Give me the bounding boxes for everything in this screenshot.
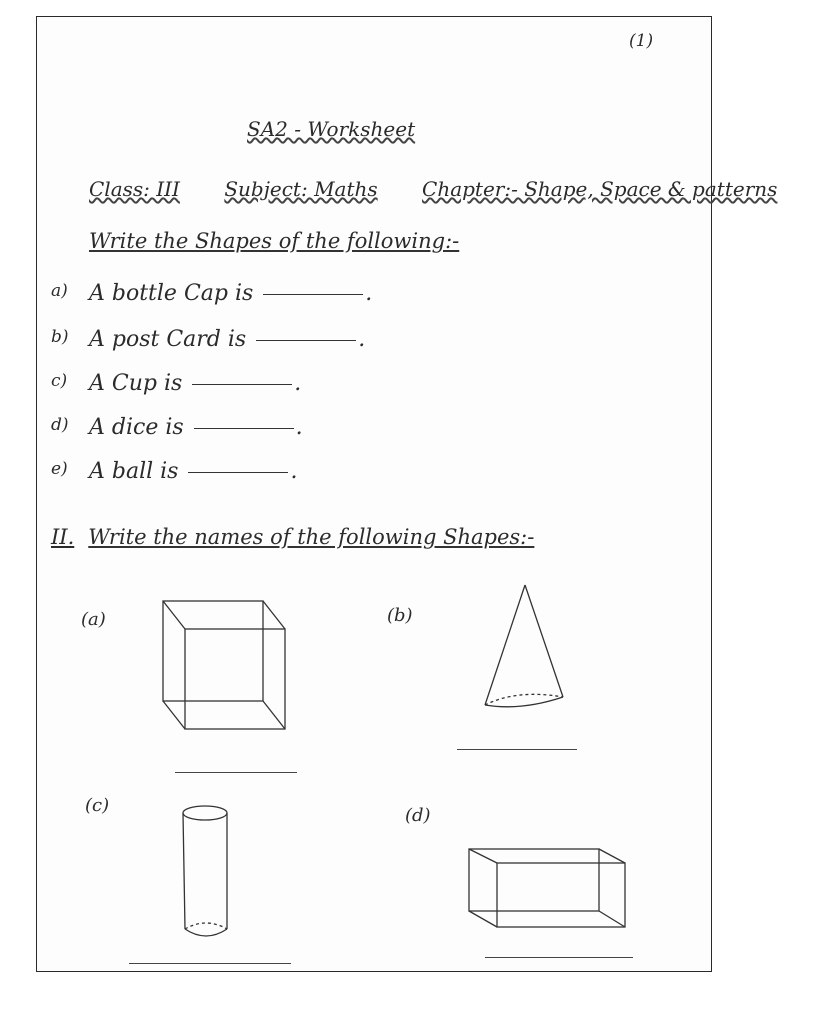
answer-blank-c[interactable]: [192, 383, 292, 385]
answer-line-b[interactable]: [457, 749, 577, 750]
figure-a-label: (a): [81, 609, 106, 630]
answer-line-d[interactable]: [485, 957, 633, 958]
question-c: c) A Cup is .: [51, 371, 302, 396]
question-a: a) A bottle Cap is .: [51, 281, 373, 306]
section1-instruction: Write the Shapes of the following:-: [89, 229, 460, 253]
page-number: (1): [629, 31, 654, 51]
section2-instruction: II. Write the names of the following Shapes:-: [51, 525, 535, 549]
class-label: Class: III: [89, 177, 180, 201]
answer-line-a[interactable]: [175, 772, 297, 773]
cube-figure: [161, 597, 301, 737]
cone-figure: [481, 583, 571, 713]
answer-line-c[interactable]: [129, 963, 291, 964]
header-row: [89, 177, 815, 201]
figure-c-label: (c): [85, 795, 110, 816]
section2-numeral: II.: [51, 525, 75, 549]
cuboid-figure: [467, 839, 647, 939]
answer-blank-d[interactable]: [194, 427, 294, 429]
answer-blank-e[interactable]: [188, 471, 288, 473]
chapter-label: Chapter:- Shape, Space & patterns: [422, 177, 778, 201]
figure-b-label: (b): [387, 605, 413, 626]
subject-label: Subject: Maths: [224, 177, 378, 201]
figure-d-label: (d): [405, 805, 431, 826]
worksheet-sheet: [36, 16, 778, 972]
question-d: d) A dice is .: [51, 415, 303, 440]
worksheet-title: [247, 117, 415, 141]
answer-blank-a[interactable]: [263, 293, 363, 295]
question-b: b) A post Card is .: [51, 327, 366, 352]
question-e: e) A ball is .: [51, 459, 298, 484]
title-text: SA2 - Worksheet: [247, 117, 416, 141]
answer-blank-b[interactable]: [256, 339, 356, 341]
cylinder-figure: [181, 803, 251, 953]
